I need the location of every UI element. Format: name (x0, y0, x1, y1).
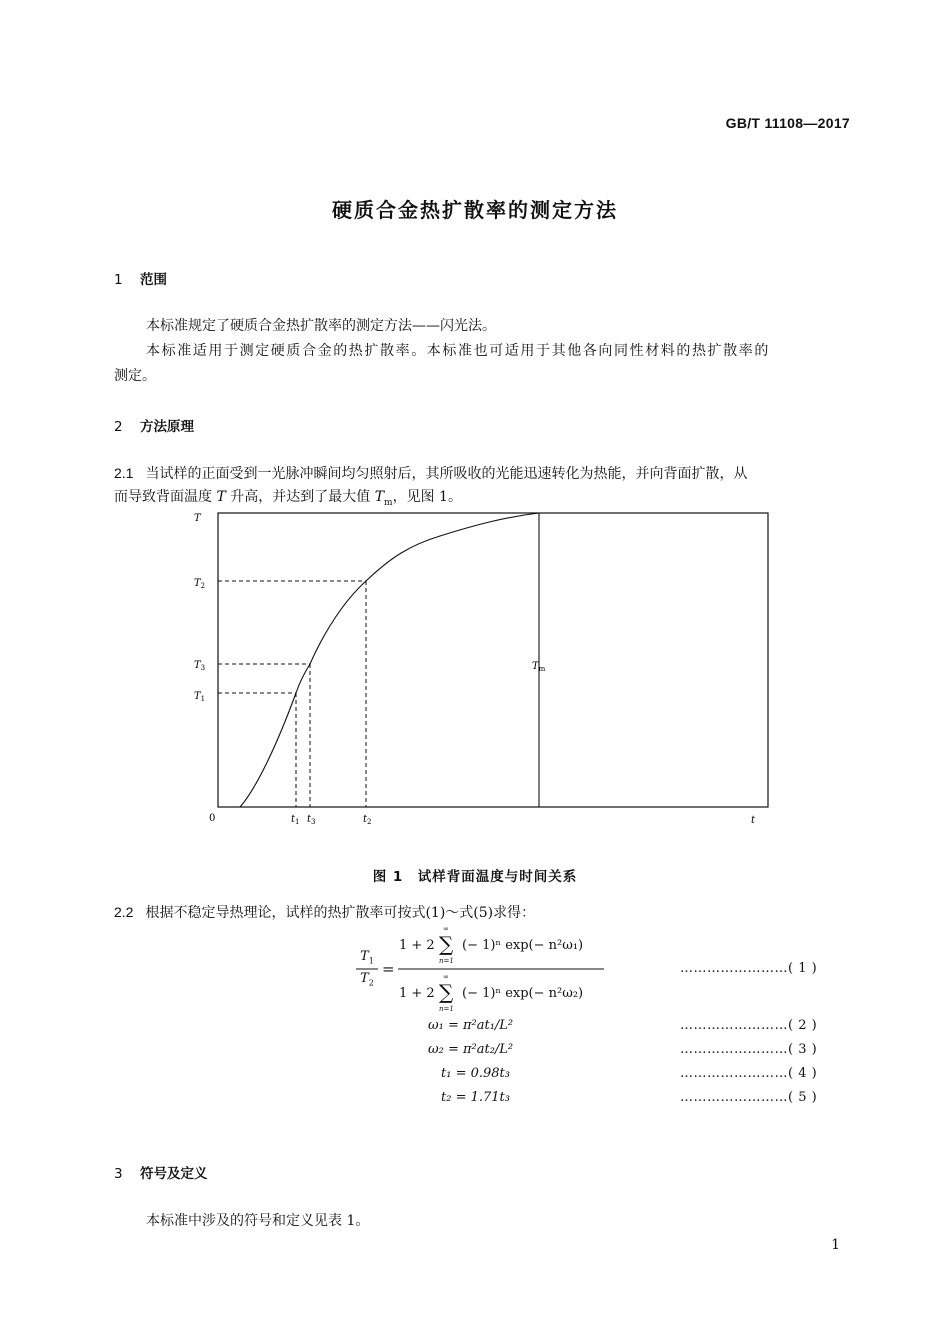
eq1-num-sum-top: ∞ (443, 925, 449, 933)
eq2-tag: ……………………( 2 ) (680, 1018, 818, 1033)
eq5-tag: ……………………( 5 ) (680, 1090, 818, 1105)
eq1-den-sum-top: ∞ (443, 973, 449, 981)
clause-number: 2.2 (114, 904, 134, 920)
eq3-expr: ω₂ = π²at₂/L² (428, 1042, 514, 1057)
section-title: 方法原理 (140, 419, 194, 435)
clause-text: 根据不稳定导热理论，试样的热扩散率可按式(1)～式(5)求得： (145, 905, 536, 921)
eq1-den-sigma-icon: ∑ (439, 980, 454, 1004)
eq1-num-lead: 1 + 2 (399, 938, 435, 953)
section-number: 3 (114, 1166, 123, 1182)
variable-T: T (216, 489, 226, 505)
clause-text: 而导致背面温度 (114, 489, 212, 505)
eq1-lhs-denominator: $T_2$ (360, 971, 374, 988)
standard-code: GB/T 11108—2017 (725, 115, 850, 131)
section-1-paragraph-1: 本标准规定了硬质合金热扩散率的测定方法——闪光法。 (146, 318, 496, 334)
section-1-paragraph-2: 本标准适用于测定硬质合金的热扩散率。本标准也可适用于其他各向同性材料的热扩散率的 (146, 343, 770, 359)
page-number: 1 (831, 1237, 840, 1253)
y-mark-T1: $T_1$ (194, 691, 206, 703)
y-mark-T2: $T_2$ (194, 578, 206, 590)
x-mark-t3: $t_3$ (307, 814, 316, 826)
x-mark-t2: $t_2$ (363, 814, 372, 826)
eq1-den-tail: (− 1)ⁿ exp(− n²ω₂) (462, 986, 584, 1001)
clause-2-2 (114, 900, 535, 925)
clause-number: 2.1 (114, 465, 134, 481)
guide-lines (218, 581, 366, 807)
plot-frame (218, 513, 768, 807)
eq3-tag: ……………………( 3 ) (680, 1042, 818, 1057)
temperature-curve (240, 513, 539, 807)
section-title: 范围 (140, 272, 167, 288)
eq1-den-sum-bottom: n=1 (439, 1005, 454, 1013)
origin-label: 0 (209, 813, 216, 824)
section-title: 符号及定义 (140, 1166, 208, 1182)
x-mark-t1: $t_1$ (291, 814, 300, 826)
y-axis-label: T (194, 513, 201, 524)
eq4-expr: t₁ = 0.98t₃ (441, 1066, 510, 1081)
max-label-Tm: $T_m$ (532, 661, 546, 673)
eq1-lhs-numerator: $T_1$ (360, 949, 374, 966)
section-number: 1 (114, 272, 123, 288)
section-3-heading (114, 1162, 208, 1182)
eq1-num-tail: (− 1)ⁿ exp(− n²ω₁) (462, 938, 584, 953)
eq1-den-lead: 1 + 2 (399, 986, 435, 1001)
variable-subscript: m (384, 497, 393, 508)
eq1-tag: ……………………( 1 ) (680, 961, 818, 976)
eq1-equals: = (382, 960, 395, 978)
clause-text: 升高，并达到了最大值 (230, 489, 371, 505)
document-title: 硬质合金热扩散率的测定方法 (332, 198, 618, 222)
variable-Tm: T (374, 489, 385, 505)
clause-text: 当试样的正面受到一光脉冲瞬间均匀照射后，其所吸收的光能迅速转化为热能，并向背面扩散，从 (145, 466, 748, 482)
section-1-paragraph-2-cont: 测定。 (114, 368, 156, 384)
clause-text: ，见图 1。 (392, 489, 462, 505)
section-3-paragraph: 本标准中涉及的符号和定义见表 1。 (146, 1213, 370, 1229)
figure-caption: 图 1 试样背面温度与时间关系 (372, 869, 578, 885)
x-axis-label: t (751, 815, 756, 826)
eq5-expr: t₂ = 1.71t₃ (441, 1090, 510, 1105)
section-number: 2 (114, 419, 123, 435)
eq1-num-sigma-icon: ∑ (439, 932, 454, 956)
eq1-num-sum-bottom: n=1 (439, 957, 454, 965)
y-mark-T3: $T_3$ (194, 660, 206, 672)
eq4-tag: ……………………( 4 ) (680, 1066, 818, 1081)
eq2-expr: ω₁ = π²at₁/L² (428, 1018, 514, 1033)
